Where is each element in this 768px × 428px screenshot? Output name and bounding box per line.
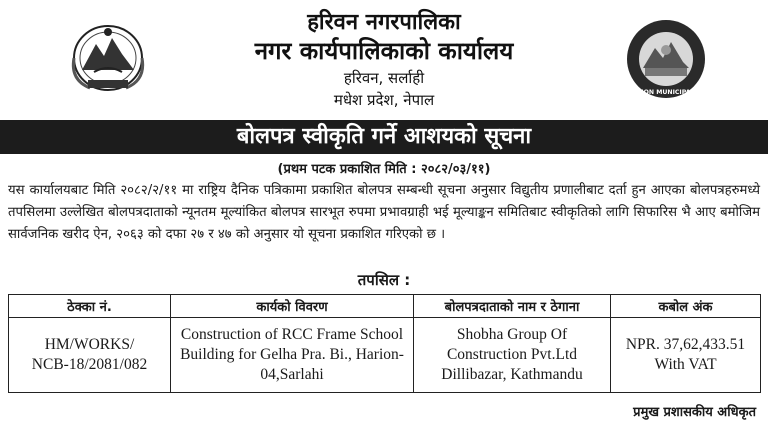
seal-text: HARION MUNICIPALITY (626, 89, 706, 96)
cell-bidder: Shobha Group Of Construction Pvt.Ltd Dillibazar, Kathmandu (414, 318, 611, 393)
notice-title: बोलपत्र स्वीकृति गर्ने आशयको सूचना (236, 124, 532, 149)
office-line-2: नगर कार्यपालिकाको कार्यालय (254, 37, 514, 65)
cell-amount: NPR. 37,62,433.51 With VAT (611, 318, 761, 393)
cell-contract-no: HM/WORKS/ NCB-18/2081/082 (9, 318, 171, 393)
header-contract-no: ठेक्का नं. (9, 295, 171, 318)
notice-body: यस कार्यालयबाट मिति २०८२/२/११ मा राष्ट्रिय दैनिक पत्रिकामा प्रकाशित बोलपत्र सम्बन्धी सूचना अनुसार विद्युतीय प्रणालीबाट दर्ता हुन आएका बोलपत्रहरुमध्ये तपसिलमा उल्लेखित बोलपत्रदाताको न्यूनतम मूल्यांकित बोलपत्र सारभूत रुपमा प्रभावग्राही भई मूल्याङ्कन समितिबाट स्वीकृतिको लागि सिफारिस भै आए बमोजिम सार्वजनिक खरीद ऐन, २०६३ को दफा २७ र ४७ को अनुसार यो सूचना प्रकाशित गरिएको छ । (8, 183, 760, 242)
address-line-2: मधेश प्रदेश, नेपाल (333, 91, 435, 109)
signatory-title: प्रमुख प्रशासकीय अधिकृत (633, 405, 756, 420)
table-header-row (9, 295, 761, 318)
address-line-1: हरिवन, सर्लाही (343, 69, 425, 87)
award-table (8, 294, 761, 393)
header-description: कार्यको विवरण (171, 295, 414, 318)
office-line-1: हरिवन नगरपालिका (307, 10, 461, 35)
harion-municipality-seal-icon (625, 18, 707, 100)
header-amount: कबोल अंक (611, 295, 761, 318)
schedule-heading: तपसिल : (357, 271, 411, 289)
cell-description: Construction of RCC Frame School Building for Gelha Pra. Bi., Harion-04,Sarlahi (171, 318, 414, 393)
table-row (9, 318, 761, 393)
publication-date: (प्रथम पटक प्रकाशित मिति : २०८२/०३/११) (277, 162, 491, 177)
header-bidder: बोलपत्रदाताको नाम र ठेगाना (414, 295, 611, 318)
notice-title-band (0, 120, 768, 154)
